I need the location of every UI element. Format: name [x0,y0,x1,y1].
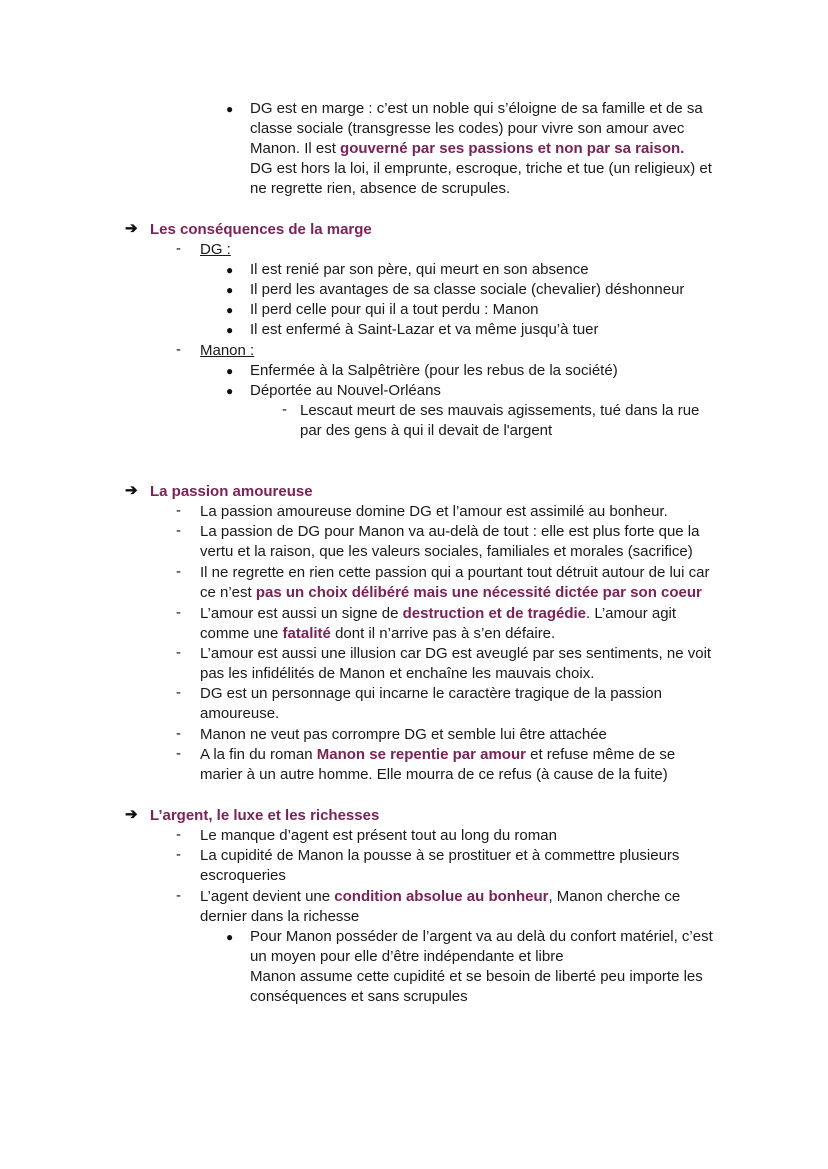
dash-icon: - [176,604,181,621]
subheading-manon: Manon : [200,342,255,359]
list-item: Manon ne veut pas corrompre DG et semble lui être attachée [200,726,607,743]
list-item: La passion amoureuse domine DG et l’amour est assimilé au bonheur. [200,503,668,520]
list-item: L’amour est aussi une illusion car DG est aveuglé par ses sentiments, ne voit [200,645,712,662]
bullet-icon: ● [226,102,234,116]
section-title: L’argent, le luxe et les richesses [150,807,380,824]
list-item: Déportée au Nouvel-Orléans [250,382,441,399]
list-item: DG est un personnage qui incarne le caractère tragique de la passion [200,685,662,702]
section-title: La passion amoureuse [150,483,313,500]
bullet-icon: ● [226,263,234,277]
highlight: destruction et de tragédie [402,605,586,622]
list-item: Manon assume cette cupidité et se besoin de liberté peu importe les [250,968,703,985]
dash-icon: - [176,887,181,904]
text-line: ne regrette rien, absence de scrupules. [250,180,511,197]
sub-item: par des gens à qui il devait de l'argent [300,422,553,439]
dash-icon: - [282,401,287,418]
list-item: Le manque d’agent est présent tout au long du roman [200,827,557,844]
dash-icon: - [176,725,181,742]
arrow-icon: ➔ [125,220,138,237]
list-item: Il est enfermé à Saint-Lazar et va même jusqu’à tuer [250,321,599,338]
list-item: marier à un autre homme. Elle mourra de ce refus (à cause de la fuite) [200,766,668,783]
list-item: Il perd les avantages de sa classe sociale (chevalier) déshonneur [250,281,685,298]
list-item: conséquences et sans scrupules [250,988,468,1005]
list-item: Il ne regrette en rien cette passion qui a pourtant tout détruit autour de lui car [200,564,710,581]
list-item: A la fin du roman Manon se repentie par amour et refuse même de se [200,746,676,763]
list-item: La passion de DG pour Manon va au-delà de tout : elle est plus forte que la [200,523,700,540]
dash-icon: - [176,644,181,661]
list-item: Il perd celle pour qui il a tout perdu : Manon [250,301,539,318]
list-item: un moyen pour elle d’être indépendante et libre [250,948,564,965]
dash-icon: - [176,745,181,762]
list-item: ce n’est pas un choix délibéré mais une nécessité dictée par son coeur [200,584,702,601]
highlight: Manon se repentie par amour [316,746,526,763]
list-item: amoureuse. [200,705,280,722]
bullet-icon: ● [226,384,234,398]
dash-icon: - [176,240,181,257]
list-item: Il est renié par son père, qui meurt en son absence [250,261,589,278]
text-line: classe sociale (transgresse les codes) pour vivre son amour avec [250,120,685,137]
dash-icon: - [176,684,181,701]
highlight: condition absolue au bonheur [334,888,549,905]
text-line: DG est hors la loi, il emprunte, escroque, triche et tue (un religieux) et [250,160,712,177]
list-item: Pour Manon posséder de l’argent va au delà du confort matériel, c’est [250,928,713,945]
dash-icon: - [176,522,181,539]
bullet-icon: ● [226,323,234,337]
section-title: Les conséquences de la marge [150,221,372,238]
list-item: vertu et la raison, que les valeurs sociales, familiales et morales (sacrifice) [200,543,693,560]
list-item: pas les infidélités de Manon et enchaîne les mauvais choix. [200,665,595,682]
list-item: La cupidité de Manon la pousse à se prostituer et à commettre plusieurs [200,847,680,864]
dash-icon: - [176,563,181,580]
text-line: Manon. Il est gouverné par ses passions et non par sa raison. [250,140,685,157]
list-item: dernier dans la richesse [200,908,360,925]
highlight: gouverné par ses passions et non par sa raison. [340,140,685,157]
arrow-icon: ➔ [125,482,138,499]
text-line: DG est en marge : c’est un noble qui s’éloigne de sa famille et de sa [250,100,703,117]
dash-icon: - [176,846,181,863]
subheading-dg: DG : [200,241,231,258]
dash-icon: - [176,826,181,843]
list-item: escroqueries [200,867,286,884]
bullet-icon: ● [226,303,234,317]
arrow-icon: ➔ [125,806,138,823]
dash-icon: - [176,341,181,358]
list-item: L’amour est aussi un signe de destruction et de tragédie. L’amour agit [200,605,677,622]
list-item: Enfermée à la Salpêtrière (pour les rebus de la société) [250,362,618,379]
highlight: fatalité [282,625,331,642]
bullet-icon: ● [226,364,234,378]
bullet-icon: ● [226,283,234,297]
list-item: comme une fatalité dont il n’arrive pas à s’en défaire. [200,625,556,642]
highlight: pas un choix délibéré mais une nécessité dictée par son coeur [255,584,702,601]
list-item: L’agent devient une condition absolue au bonheur, Manon cherche ce [200,888,681,905]
bullet-icon: ● [226,930,234,944]
dash-icon: - [176,502,181,519]
sub-item: Lescaut meurt de ses mauvais agissements, tué dans la rue [300,402,700,419]
